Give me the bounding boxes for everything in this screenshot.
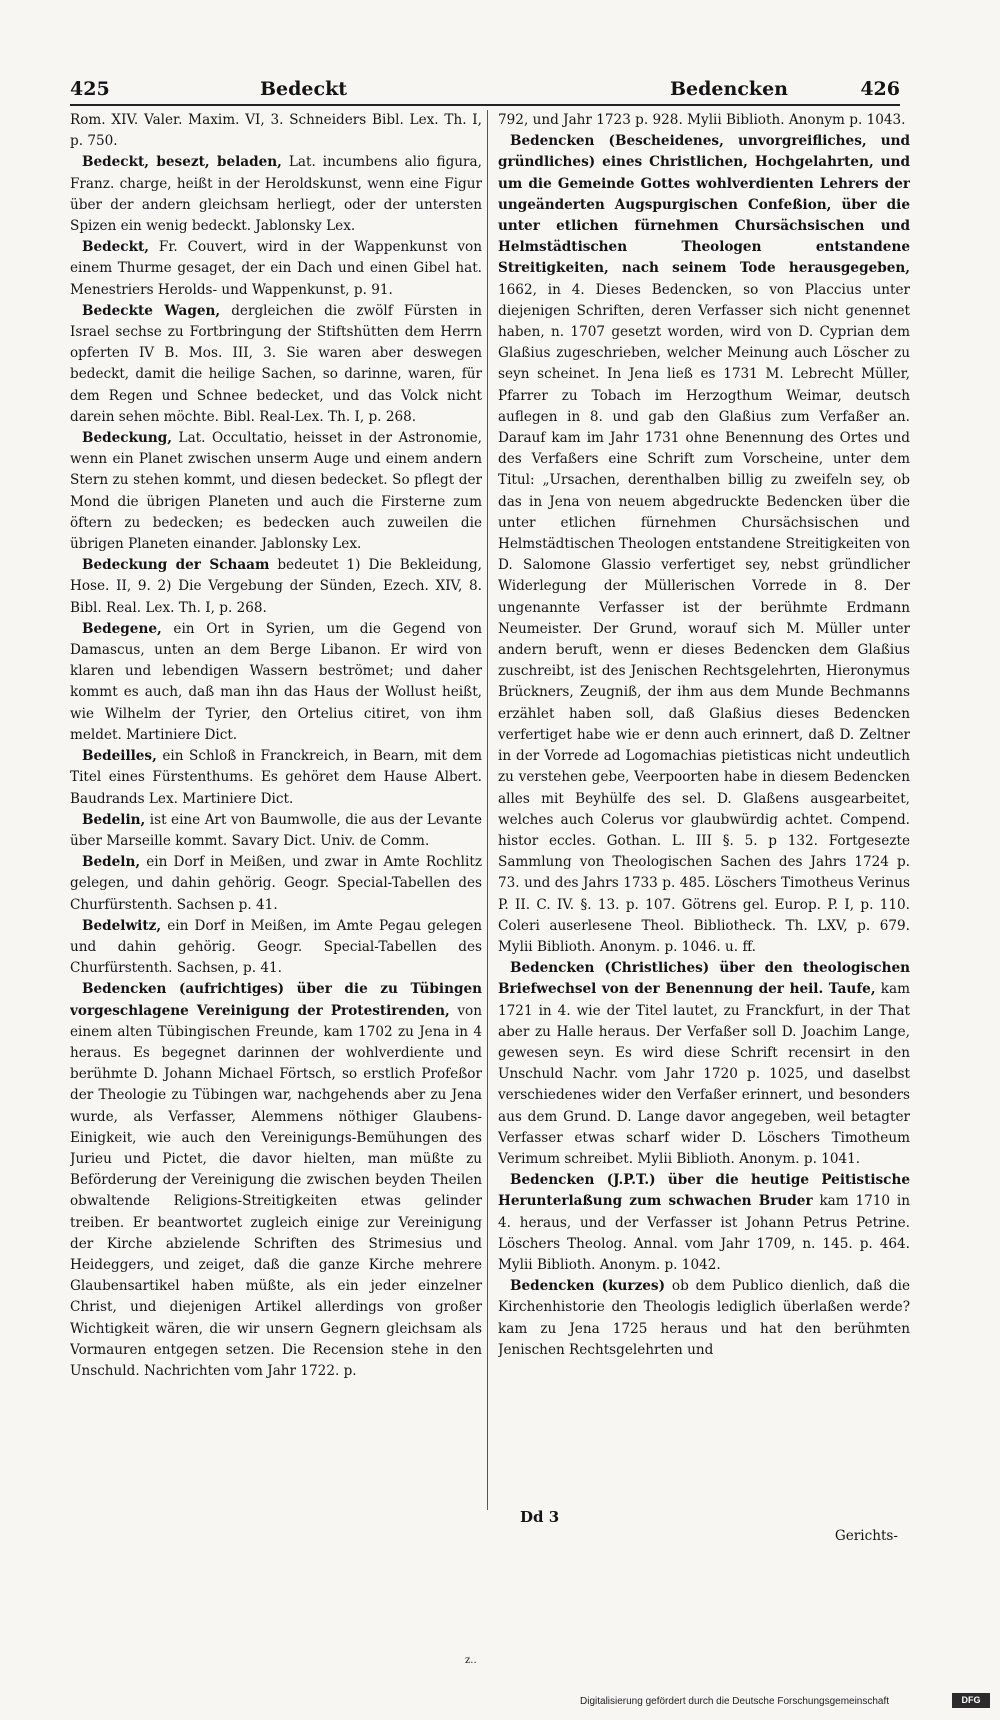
catchword: Gerichts- [834, 1528, 898, 1544]
digitization-credit: Digitalisierung gefördert durch die Deutsche Forschungsgemeinschaft [580, 1696, 890, 1707]
entry-headword: Bedegene, [82, 620, 162, 637]
entry-text: ist eine Art von Baumwolle, die aus der Levante über Marseille kommt. Savary Dict. Univ. de Comm. [70, 811, 482, 849]
entry [498, 110, 910, 131]
entry [70, 110, 482, 152]
entry [70, 916, 482, 980]
entry-headword: Bedencken (Christliches) über den theologischen Briefwechsel von der Benennung der heil. Taufe, [498, 960, 910, 998]
left-column [70, 110, 482, 1515]
entry-headword: Bedeckte Wagen, [82, 302, 221, 319]
entry-headword: Bedeilles, [82, 748, 157, 765]
entry-headword: Bedencken (J.P.T.) über die heutige Peitistische Herunterlaßung zum schwachen Bruder [498, 1172, 910, 1210]
entry-headword: Bedeln, [82, 854, 141, 871]
entry-headword: Bedencken (Bescheidenes, unvorgreifliches, und gründliches) eines Christlichen, Hochgelahrten, und um die Gemeinde Gottes wohlverdienten Lehrers der ungeänderten Augspurgischen Confeßion, über die unter etlichen fürnehmen Chursächsischen und Helmstädtischen Theologen entstandene Streitigkeiten, nach seinem Tode herausgegeben, [498, 133, 910, 277]
entry-text: ein Dorf in Meißen, und zwar in Amte Rochlitz gelegen, und dahin gehörig. Geogr. Special-Tabellen des Churfürstenth. Sachsen p. 41. [70, 854, 482, 913]
entry-headword: Bedelwitz, [82, 917, 162, 934]
entry-text: kam 1721 in 4. wie der Titel lautet, zu Franckfurt, in der That aber zu Halle heraus. Der Verfaßer soll D. Joachim Lange, gewesen seyn. Es wird diese Schrift recensirt in den Unschuld Nachr. vom Jahr 1720 p. 1025, und daselbst verschiedenes wider den Verfaßer erinnert, und besonders aus dem Grund. D. Lange davor angegeben, weil betagter Verfasser etwas scharf wider D. Löschers Timotheum Verimum schreibet. Mylii Biblioth. Anonym. p. 1041. [498, 981, 910, 1167]
entry-text: Lat. Occultatio, heisset in der Astronomie, wenn ein Planet zwischen unserm Auge und einem andern Stern zu stehen kommt, und diesen bedecket. So pflegt der Mond die übrigen Planeten und auch die Firsterne zum öftern zu bedecken; es bedecken auch zuweilen die übrigen Planeten einander. Jablonsky Lex. [70, 430, 482, 553]
signature-mark: Dd 3 [520, 1508, 560, 1526]
entry [70, 810, 482, 852]
entry-text: Rom. XIV. Valer. Maxim. VI, 3. Schneiders Bibl. Lex. Th. I, p. 750. [70, 112, 482, 150]
entry-text: ein Schloß in Franckreich, in Bearn, mit dem Titel eines Fürstenthums. Es gehöret dem Hause Albert. Baudrands Lex. Martiniere Dict. [70, 748, 482, 807]
entry [498, 131, 910, 958]
page-number-right: 426 [860, 78, 900, 100]
entry [70, 555, 482, 619]
entry-text: ein Ort in Syrien, um die Gegend von Damascus, unten an dem Berge Libanon. Er wird von klaren und lebendigen Wassern beströmet; und daher kommt es auch, daß man ihn das Haus der Wollust heißt, wie Wilhelm der Tyrier, den Ortelius citiret, von ihm meldet. Martiniere Dict. [70, 620, 482, 743]
dfg-logo: DFG [952, 1693, 990, 1708]
entry [70, 428, 482, 555]
header-title-right: Bedencken [670, 78, 788, 100]
entry-text: bedeutet 1) Die Bekleidung, Hose. II, 9. 2) Die Vergebung der Sünden, Ezech. XIV, 8. Bibl. Real. Lex. Th. I, p. 268. [70, 557, 482, 616]
entry-text: Lat. incumbens alio figura, Franz. charge, heißt in der Heroldskunst, wenn eine Figur über der andern gleichsam herliegt, oder der untersten Spizen ein wenig bedeckt. Jablonsky Lex. [70, 154, 482, 235]
entry-headword: Bedencken (kurzes) [510, 1278, 666, 1295]
right-column [498, 110, 910, 1515]
entry [70, 301, 482, 428]
header-rule [70, 104, 900, 106]
entry [498, 1170, 910, 1276]
entry-text: von einem alten Tübingischen Freunde, kam 1702 zu Jena in 4 heraus. Es begegnet darinnen der wohlverdiente und berühmte D. Johann Michael Förtsch, so erstlich Profeßor der Theologie zu Tübingen war, nachgehends aber zu Jena wurde, als Verfasser, Alemmens nöthiger Glaubens-Einigkeit, wie auch den Vereinigungs-Bemühungen des Jurieu und Pictet, die davor hielten, man müßte zu Beförderung der Vereinigung die zwischen beyden Theilen obwaltende Religions-Streitigkeiten etwas gelinder treiben. Er beantwortet zugleich einige zur Vereinigung der Kirche abzielende Schriften des Strimesius und Heideggers, und zeiget, daß die ganze Kirche mehrere Glaubensartikel haben müßte, als ein jeder einzelner Christ, und diejenigen Artikel allerdings von großer Wichtigkeit wären, die wir unsern Gegnern gleichsam als Vormauren entgegen setzen. Die Recension stehe in den Unschuld. Nachrichten vom Jahr 1722. p. [70, 1002, 482, 1379]
column-divider [487, 110, 488, 1510]
entry [70, 852, 482, 916]
entry [70, 237, 482, 301]
page-number-left: 425 [70, 78, 110, 100]
entry-headword: Bedelin, [82, 811, 146, 828]
entry-headword: Bedeckung der Schaam [82, 557, 270, 574]
entry-text: ein Dorf in Meißen, im Amte Pegau gelegen und dahin gehörig. Geogr. Special-Tabellen des Churfürstenth. Sachsen, p. 41. [70, 917, 482, 977]
entry-text: ob dem Publico dienlich, daß die Kirchenhistorie den Theologis lediglich überlaßen werde? kam zu Jena 1725 heraus und hat den berühmten Jenischen Rechtsgelehrten und [498, 1278, 910, 1358]
entry-text: Fr. Couvert, wird in der Wappenkunst von einem Thurme gesaget, der ein Dach und einen Gibel hat. Menestriers Herolds- und Wappenkunst, p. 91. [70, 239, 482, 298]
header-title-left: Bedeckt [260, 78, 348, 100]
entry [70, 152, 482, 237]
bottom-mark: z.. [465, 1655, 477, 1666]
entry-headword: Bedeckt, [82, 239, 149, 256]
entry-headword: Bedeckung, [82, 430, 172, 447]
entry-text: kam 1710 in 4. heraus, und der Verfasser ist Johann Petrus Petrine. Löschers Theolog. Annal. vom Jahr 1709, n. 145. p. 464. Mylii Biblioth. Anonym. p. 1042. [498, 1193, 910, 1273]
entry-headword: Bedencken (aufrichtiges) über die zu Tübingen vorgeschlagene Vereinigung der Protestirenden, [70, 981, 482, 1019]
entry-headword: Bedeckt, besezt, beladen, [82, 154, 282, 171]
entry-text: 792, und Jahr 1723 p. 928. Mylii Biblioth. Anonym p. 1043. [498, 112, 906, 128]
entry [70, 979, 482, 1382]
entry [498, 958, 910, 1170]
entry [70, 746, 482, 810]
entry-text: dergleichen die zwölf Fürsten in Israel sechse zu Fortbringung der Stiftshütten dem Herrn opferten IV B. Mos. III, 3. Sie waren aber deswegen bedeckt, damit die heilige Sachen, so darinne, waren, für dem Regen und Schnee bedecket, und das Volck nicht darein sehen möchte. Bibl. Real-Lex. Th. I, p. 268. [70, 302, 482, 425]
entry-text: 1662, in 4. Dieses Bedencken, so von Placcius unter diejenigen Schriften, deren Verfasser sich nicht genennet haben, n. 1707 gesetzt worden, wird von D. Cyprian dem Glaßius zugeschrieben, welcher Meinung auch Löscher zu seyn scheinet. In Jena ließ es 1731 M. Lebrecht Müller, Pfarrer zu Tobach im Herzogthum Weimar, deutsch auflegen in 8. und gab den Glaßius zum Verfaßer an. Darauf kam im Jahr 1731 ohne Benennung des Ortes und des Verfaßers eine Schrift zum Vorscheine, unter dem Titul: „Ursachen, derenthalben billig zu zweifeln sey, ob das in Jena von neuem abgedruckte Bedencken über die unter etlichen fürnehmen Chursächsischen und Helmstädtischen Theologen entstandene Streitigkeiten von D. Salomone Glassio verfertiget sey, nebst gründlicher Widerlegung der Müllerischen Vorrede in 8. Der ungenannte Verfasser ist der berühmte Erdmann Neumeister. Der Grund, worauf sich M. Müller unter andern beruft, wenn er dieses Bedencken dem Glaßius zuschreibt, ist des Jenischen Rechtsgelehrten, Hieronymus Brückners, Zeugniß, der ihm aus dem Munde Bechmanns erzählet haben soll, daß Glaßius dieses Bedencken verfertiget habe wie er denn auch erinnert, daß D. Zeltner in der Vorrede ad Logomachias pietisticas nicht undeutlich zu verstehen gebe, Veerpoorten habe in diesem Bedencken alles mit Beyhülfe des sel. D. Glaßens ausgearbeitet, welches auch Colerus vor glaubwürdig achtet. Compend. histor eccles. Gothan. L. III §. 5. p 132. Fortgesezte Sammlung von Theologischen Sachen des Jahrs 1724 p. 73. und des Jahrs 1733 p. 485. Löschers Timotheus Verinus P. II. C. IV. §. 13. p. 107. Götrens gel. Europ. P. I, p. 110. Coleri auserlesene Theol. Bibliotheck. Th. LXV, p. 679. Mylii Biblioth. Anonym. p. 1046. u. ff. [498, 281, 910, 955]
entry [70, 619, 482, 746]
entry [498, 1276, 910, 1361]
